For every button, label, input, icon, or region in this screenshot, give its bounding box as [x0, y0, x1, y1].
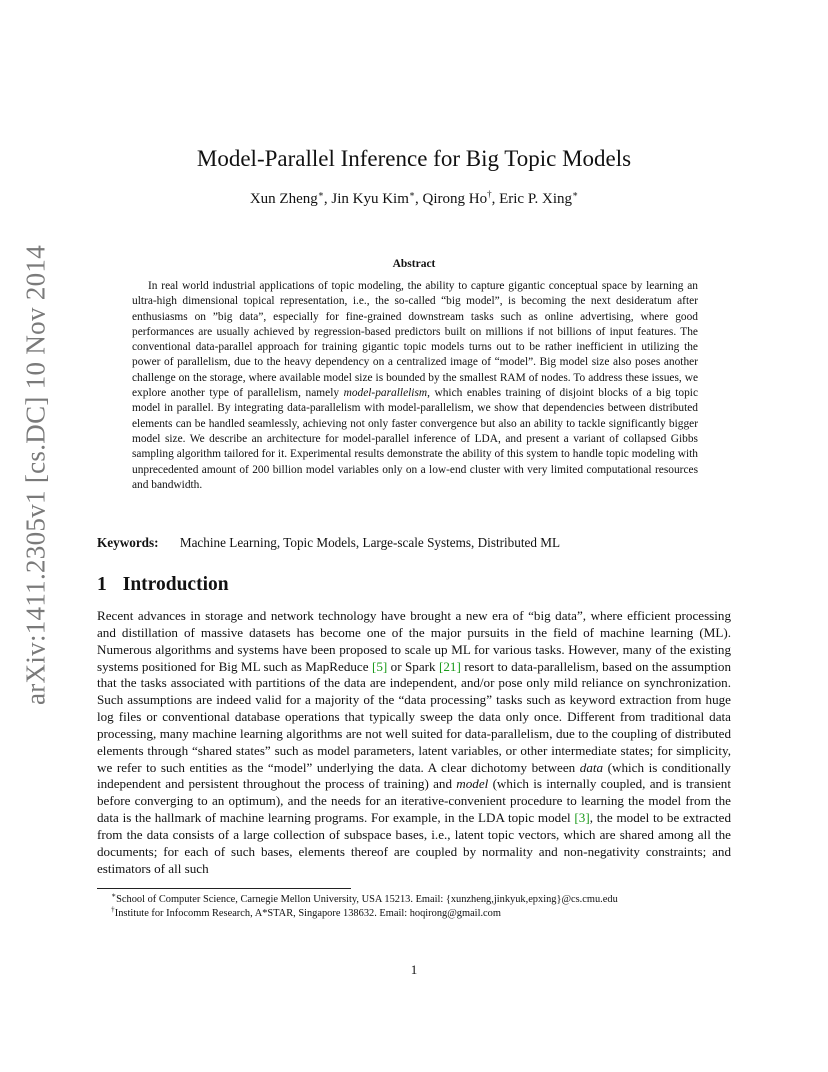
author-list: Xun Zheng∗, Jin Kyu Kim∗, Qirong Ho†, Eric P. Xing∗: [249, 189, 579, 207]
intro-emphasis: data: [579, 759, 604, 775]
footnote-divider: [97, 888, 351, 889]
paper-title: Model-Parallel Inference for Big Topic Models: [196, 146, 632, 171]
author-name: Qirong Ho: [422, 191, 488, 207]
author-mark: ∗: [317, 189, 324, 199]
section-title: Introduction: [122, 574, 229, 595]
citation-link[interactable]: [5]: [371, 658, 388, 674]
intro-text: Recent advances in storage and network technology have brought a new era of “big data”, where efficient processing and distillation of massive datasets has become one of the major pursuits in the field of machine learning (ML). Numerous algorithms and systems have been proposed to scale up ML for various tasks. However, many of the existing systems positioned for Big ML such as MapReduce: [97, 608, 731, 674]
footnote-text: Institute for Infocomm Research, A*STAR, Singapore 138632. Email: hoqirong@gmail.com: [114, 908, 501, 919]
author-mark: ∗: [408, 189, 416, 199]
abstract-text: In real world industrial applications of topic modeling, the ability to capture gigantic conceptual space by learning an ultra-high dimensional topical representation, i.e., the so-called “big model”, is becoming the next desideratum after enthusiasms on ”big data”, especially for fine-grained downstream tasks such as online advertising, where good performances are usually achieved by regression-based predictors built on millions if not billions of input features. The conventional data-parallel approach for training gigantic topic models turns out to be rather inefficient in utilizing the power of parallelism, due to the heavy dependency on a centralized image of “model”. Big model size also poses another challenge on the storage, where available model size is bounded by the smallest RAM of nodes. To address these issues, we explore another type of parallelism, namely model-parallelism, which enables training of disjoint blocks of a big topic model in parallel. By integrating data-parallelism with model-parallelism, we show that dependencies between distributed elements can be handled seamlessly, achieving not only faster convergence but also an ability to tackle significantly bigger model size. We describe an architecture for model-parallel inference of LDA, and present a variant of collapsed Gibbs sampling algorithm tailored for it. Experimental results demonstrate the ability of this system to handle topic modeling with unprecedented amount of 200 billion model variables only on a low-end cluster with very limited computational resources and bandwidth.: [132, 280, 698, 491]
footnote-mark: †: [111, 904, 115, 914]
abstract-emphasis: model-parallelism: [343, 387, 428, 400]
author-name: Xun Zheng: [249, 191, 318, 207]
page-number: 1: [410, 962, 418, 977]
arxiv-id: arXiv:1411.2305v1 [cs.DC] 10 Nov 2014: [20, 244, 51, 706]
footnote: [111, 890, 741, 907]
footnote: [111, 904, 741, 921]
section-number: 1: [97, 574, 107, 595]
footnote-text: School of Computer Science, Carnegie Mellon University, USA 15213. Email: {xunzheng,jinkyuk,epxing}@cs.cmu.edu: [116, 894, 618, 905]
intro-emphasis: model: [456, 776, 489, 792]
citation-link[interactable]: [3]: [574, 810, 590, 826]
intro-text: resort to data-parallelism, based on the assumption that the tasks associated with partitions of the data are independent, and/or pose only mild reliance on synchronization. Such assumptions are indeed valid for a majority of the “data processing” tasks such as keyword extraction from huge log files or conventional database operations that typically sweep the data only once. Different from traditional data processing, many machine learning algorithms are not well suited for data-parallelism, due to the coupling of distributed elements through “shared states” such as model parameters, latent variables, or other intermediate states; for simplicity, we refer to such entities as the “model” underlying the data. A clear dichotomy between: [97, 658, 731, 775]
keywords-label: Keywords:: [97, 535, 159, 550]
author-mark: †: [487, 189, 492, 199]
intro-text: , the model to be extracted from the data consists of a large collection of subspace bases, i.e., latent topic vectors, which are shared among all the documents; for each of such bases, elements thereof are coupled by normality and non-negativity constraints; and estimators of all such: [97, 810, 732, 876]
section-heading: [97, 574, 229, 596]
introduction-paragraph: [97, 608, 731, 878]
keywords-value: Machine Learning, Topic Models, Large-scale Systems, Distributed ML: [179, 535, 561, 550]
intro-text: (which is internally coupled, and is transient before converging to an optimum), and the needs for an iterative-convenient procedure to learning the model from the data is the hallmark of machine learning programs. For example, in the LDA topic model: [97, 776, 731, 826]
intro-text: (which is conditionally independent and persistent throughout the process of training) and: [97, 759, 731, 792]
footnotes: [111, 890, 741, 921]
intro-text: or Spark: [387, 658, 439, 674]
footnote-mark: ∗: [111, 890, 117, 900]
author-name: Eric P. Xing: [499, 191, 573, 207]
author-mark: ∗: [572, 189, 579, 199]
keywords: [97, 535, 737, 551]
citation-link[interactable]: [21]: [439, 658, 461, 674]
abstract-heading: Abstract: [392, 258, 436, 270]
author-name: Jin Kyu Kim: [331, 191, 409, 207]
